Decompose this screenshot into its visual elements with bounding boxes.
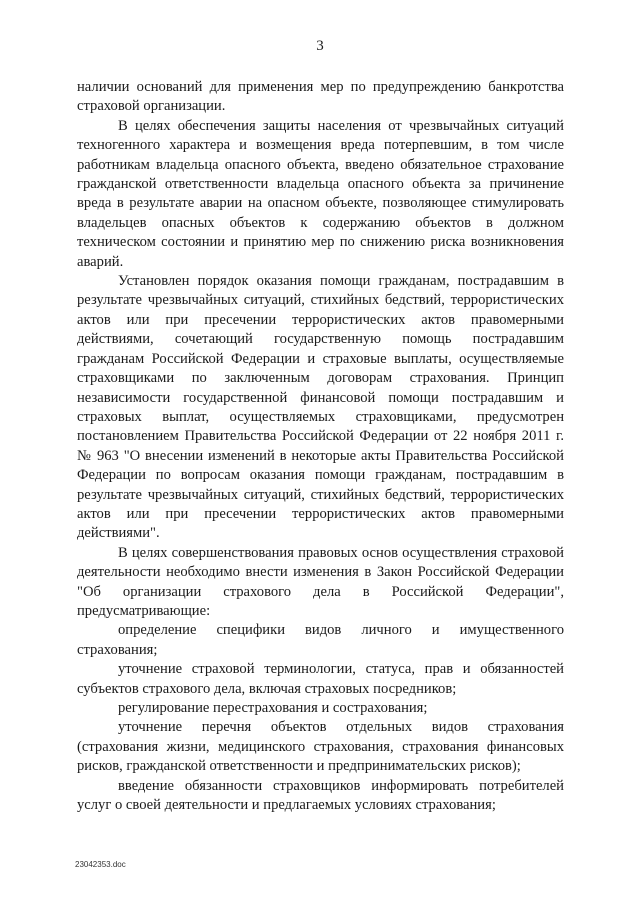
paragraph: Установлен порядок оказания помощи гражданам, пострадавшим в результате чрезвычайных ситуаций, стихийных бедствий, террористических актов или при пресечении террористических актов правомерными действиями, сочетающий государственную помощь пострадавшим гражданам Российской Федерации и страховые выплаты, осуществляемые страховщиками по заключенным договорам страхования. Принцип независимости государственной финансовой помощи пострадавшим и страховых выплат, осуществляемых страховщиками, предусмотрен постановлением Правительства Российской Федерации от 22 ноября 2011 г. № 963 "О внесении изменений в некоторые акты Правительства Российской Федерации по вопросам оказания помощи гражданам, пострадавшим в результате чрезвычайных ситуаций, стихийных бедствий, террористических актов или при пресечении террористических актов правомерными действиями". (77, 273, 564, 542)
footer-file-code: 23042353.doc (75, 860, 126, 869)
list-item: уточнение страховой терминологии, статуса, прав и обязанностей субъектов страхового дела, включая страховых посредников; (77, 661, 564, 697)
document-body (77, 78, 564, 815)
paragraph: В целях совершенствования правовых основ осуществления страховой деятельности необходимо внести изменения в Закон Российской Федерации "Об организации страхового дела в Российской Федерации", предусматривающие: (77, 544, 564, 619)
list-item: регулирование перестрахования и сострахования; (118, 700, 428, 716)
paragraph: наличии оснований для применения мер по предупреждению банкротства страховой организации. (77, 79, 564, 115)
list-item: определение специфики видов личного и имущественного страхования; (77, 622, 564, 658)
page-number: 3 (316, 38, 324, 54)
list-item: введение обязанности страховщиков информировать потребителей услуг о своей деятельности и предлагаемых условиях страхования; (77, 777, 564, 814)
list-item: уточнение перечня объектов отдельных видов страхования (страхования жизни, медицинского страхования, страхования финансовых рисков, гражданской ответственности и предпринимательских рисков); (77, 719, 564, 775)
paragraph: В целях обеспечения защиты населения от чрезвычайных ситуаций техногенного характера и возмещения вреда потерпевшим, в том числе работникам владельца опасного объекта, введено обязательное страхование гражданской ответственности владельца опасного объекта за причинение вреда в результате аварии на опасном объекте, позволяющее стимулировать владельцев опасных объектов к содержанию объектов в должном техническом состоянии и принятию мер по снижению риска возникновения аварий. (77, 117, 564, 270)
